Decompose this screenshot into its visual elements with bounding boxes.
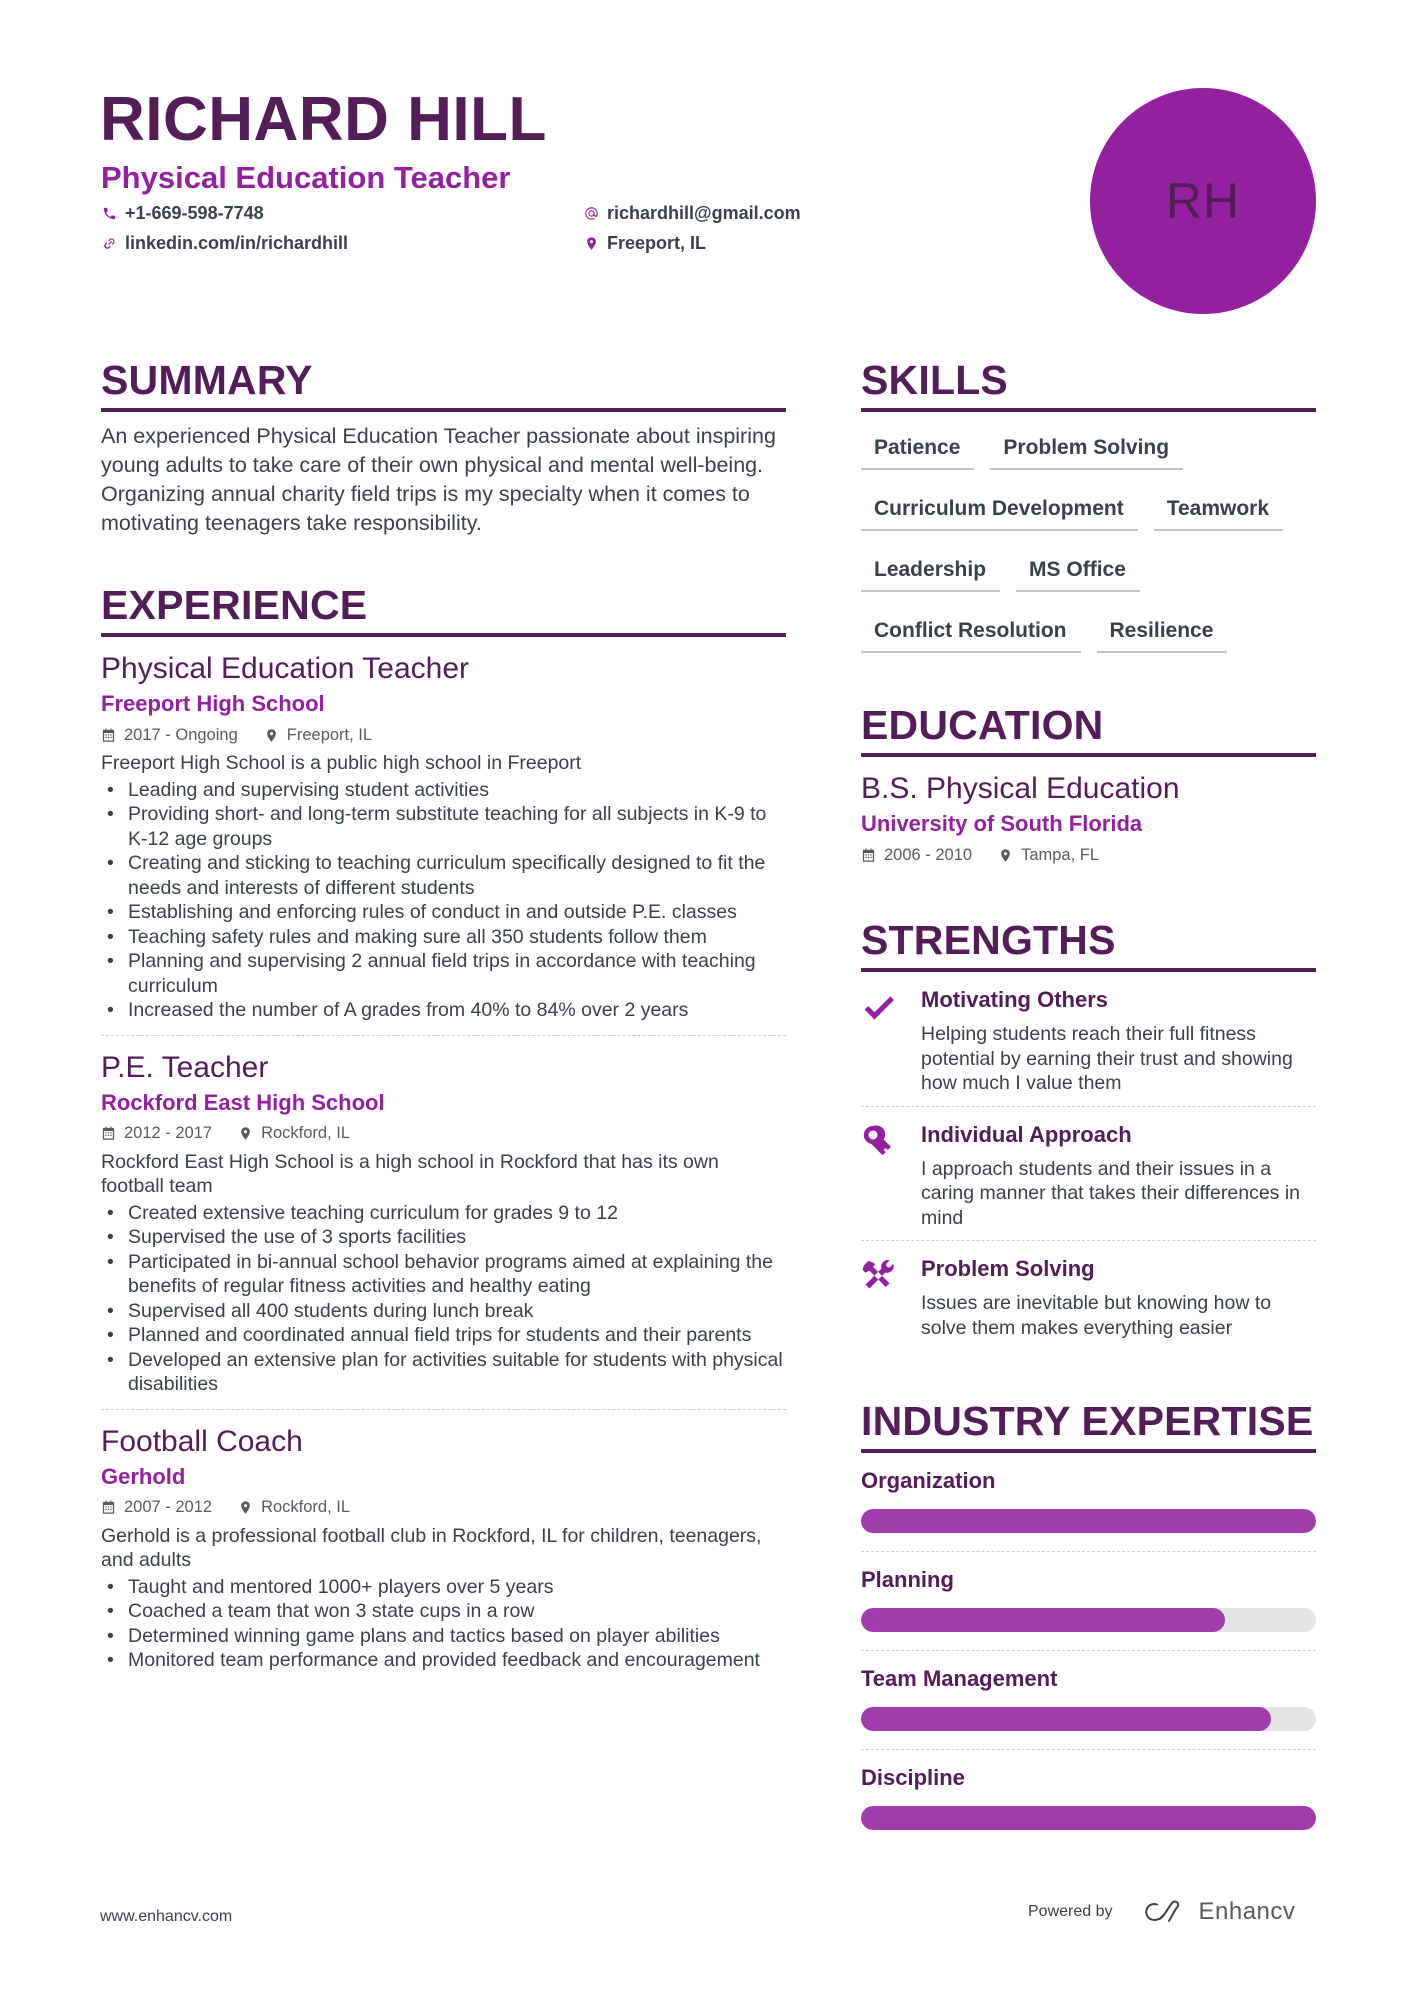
strength-description: Helping students reach their full fitness potential by earning their trust and showing how much I value them — [921, 1023, 1293, 1094]
job-role: P.E. Teacher — [101, 1050, 269, 1084]
bullet-item: • Establishing and enforcing rules of conduct in and outside P.E. classes — [101, 900, 786, 925]
skill-tag: Teamwork — [1154, 487, 1283, 531]
experience-item — [101, 1036, 786, 1410]
expertise-label: Team Management — [861, 1666, 1058, 1691]
section-heading: SKILLS — [861, 355, 1316, 412]
section-heading: EDUCATION — [861, 700, 1316, 757]
calendar-icon — [101, 728, 116, 743]
experience-item — [101, 637, 786, 1036]
strength-description: I approach students and their issues in a caring manner that takes their differences in mind — [921, 1157, 1301, 1229]
bullet-item: • Increased the number of A grades from 40% to 84% over 2 years — [101, 998, 786, 1023]
job-description: Rockford East High School is a high school in Rockford that has its own football team — [101, 1150, 719, 1197]
job-meta — [101, 1122, 786, 1146]
footer-website-link[interactable]: www.enhancv.com — [100, 1908, 233, 1925]
job-dates: 2017 - Ongoing — [124, 725, 238, 744]
expertise-bar — [861, 1707, 1316, 1731]
bullet-item: • Teaching safety rules and making sure all 350 students follow them — [101, 925, 786, 950]
location-icon — [583, 235, 599, 251]
bullet-item: • Developed an extensive plan for activities suitable for students with physical disabilities — [101, 1348, 786, 1397]
education-location: Tampa, FL — [1021, 845, 1100, 864]
bullet-item: • Determined winning game plans and tactics based on player abilities — [101, 1624, 786, 1649]
strength-item — [861, 1107, 1316, 1242]
avatar: RH — [1090, 88, 1316, 314]
bullet-item: • Leading and supervising student activities — [101, 778, 786, 803]
left-column — [101, 355, 786, 1685]
tools-icon — [861, 1255, 921, 1340]
job-company: Rockford East High School — [101, 1089, 385, 1115]
strengths-section — [861, 915, 1316, 1350]
key-icon — [861, 1121, 921, 1231]
contact-location: Freeport, IL — [583, 230, 861, 256]
job-bullets — [101, 1201, 786, 1397]
calendar-icon — [101, 1500, 116, 1515]
job-role: Physical Education Teacher — [101, 652, 469, 685]
skill-tag: Leadership — [861, 548, 1000, 592]
contact-email[interactable]: richardhill@gmail.com — [583, 200, 861, 226]
job-bullets — [101, 1575, 786, 1673]
powered-by-label: Powered by — [1028, 1903, 1113, 1920]
education-degree: B.S. Physical Education — [861, 772, 1180, 805]
bullet-item: • Taught and mentored 1000+ players over 5 years — [101, 1575, 786, 1600]
expertise-bar — [861, 1806, 1316, 1830]
job-role: Football Coach — [101, 1424, 303, 1458]
education-dates: 2006 - 2010 — [884, 845, 973, 864]
bullet-item: • Providing short- and long-term substitute teaching for all subjects in K-9 to K-12 age groups — [101, 802, 786, 851]
job-location: Freeport, IL — [286, 725, 373, 744]
skill-tag: Curriculum Development — [861, 487, 1138, 531]
skills-list — [861, 426, 1316, 670]
bullet-item: • Supervised all 400 students during lunch break — [101, 1299, 786, 1324]
bullet-item: • Created extensive teaching curriculum for grades 9 to 12 — [101, 1201, 786, 1226]
bullet-item: • Participated in bi-annual school behavior programs aimed at explaining the benefits of regular fitness activities and healthy eating — [101, 1250, 786, 1299]
bullet-item: • Planned and coordinated annual field trips for students and their parents — [101, 1323, 786, 1348]
candidate-title: Physical Education Teacher — [101, 160, 511, 195]
job-description: Gerhold is a professional football club in Rockford, IL for children, teenagers, and adults — [101, 1524, 762, 1571]
contact-list — [101, 200, 861, 256]
job-meta — [101, 723, 786, 747]
strength-title: Individual Approach — [921, 1121, 1132, 1147]
expertise-label: Organization — [861, 1468, 996, 1493]
expertise-bar-fill — [861, 1806, 1316, 1830]
job-meta — [101, 1496, 786, 1520]
enhancv-logo-icon — [1141, 1899, 1187, 1925]
education-section — [861, 700, 1316, 867]
skill-tag: Resilience — [1097, 609, 1228, 653]
expertise-bar-fill — [861, 1608, 1225, 1632]
experience-section — [101, 580, 786, 1685]
expertise-item — [861, 1651, 1316, 1750]
education-school: University of South Florida — [861, 811, 1143, 836]
brand-logo — [1141, 1898, 1296, 1926]
skill-tag: Patience — [861, 426, 974, 470]
phone-icon — [101, 205, 117, 221]
skill-tag: Conflict Resolution — [861, 609, 1081, 653]
at-icon — [583, 205, 599, 221]
skill-tag: MS Office — [1016, 548, 1140, 592]
bullet-item: • Supervised the use of 3 sports facilities — [101, 1225, 786, 1250]
summary-section — [101, 355, 786, 538]
expertise-item — [861, 1453, 1316, 1552]
section-heading: INDUSTRY EXPERTISE — [861, 1396, 1316, 1453]
job-company: Gerhold — [101, 1463, 186, 1489]
location-icon — [238, 1500, 253, 1515]
location-icon — [998, 848, 1013, 863]
skill-tag: Problem Solving — [990, 426, 1183, 470]
job-location: Rockford, IL — [261, 1124, 351, 1142]
expertise-bar-fill — [861, 1509, 1316, 1533]
link-icon — [101, 235, 117, 251]
job-location: Rockford, IL — [261, 1498, 351, 1516]
strength-title: Motivating Others — [921, 987, 1109, 1012]
right-column — [861, 355, 1316, 1848]
location-icon — [238, 1126, 253, 1141]
strength-title: Problem Solving — [921, 1256, 1095, 1281]
summary-text: An experienced Physical Education Teacher passionate about inspiring young adults to take care of their own physical and mental well-being. Organizing annual charity field trips is my specialty when it comes to motivating teenagers take responsibility. — [101, 424, 776, 535]
expertise-item — [861, 1750, 1316, 1848]
expertise-label: Planning — [861, 1567, 954, 1592]
industry-expertise-section — [861, 1396, 1316, 1848]
job-dates: 2012 - 2017 — [124, 1124, 213, 1142]
strength-item — [861, 1241, 1316, 1350]
footer-powered-by[interactable] — [1028, 1898, 1295, 1926]
expertise-bar — [861, 1608, 1316, 1632]
job-dates: 2007 - 2012 — [124, 1498, 213, 1516]
strength-item — [861, 972, 1316, 1107]
calendar-icon — [861, 848, 876, 863]
expertise-bar — [861, 1509, 1316, 1533]
strength-description: Issues are inevitable but knowing how to solve them makes everything easier — [921, 1292, 1272, 1339]
expertise-bar-fill — [861, 1707, 1271, 1731]
experience-item — [101, 1410, 786, 1685]
bullet-item: • Monitored team performance and provided feedback and encouragement — [101, 1648, 786, 1673]
section-heading: STRENGTHS — [861, 915, 1316, 972]
section-heading: SUMMARY — [101, 355, 786, 412]
job-description: Freeport High School is a public high school in Freeport — [101, 752, 582, 774]
section-heading: EXPERIENCE — [101, 580, 786, 637]
calendar-icon — [101, 1126, 116, 1141]
bullet-item: • Planning and supervising 2 annual field trips in accordance with teaching curriculum — [101, 949, 786, 998]
contact-phone[interactable]: +1-669-598-7748 — [101, 200, 583, 226]
bullet-item: • Coached a team that won 3 state cups in a row — [101, 1599, 786, 1624]
location-icon — [264, 728, 279, 743]
job-company: Freeport High School — [101, 691, 325, 716]
brand-name: Enhancv — [1198, 1898, 1296, 1925]
skills-section — [861, 355, 1316, 670]
education-meta — [861, 843, 1316, 867]
candidate-name: RICHARD HILL — [100, 85, 547, 154]
checkmark-icon — [861, 986, 921, 1096]
job-bullets — [101, 778, 786, 1023]
expertise-item — [861, 1552, 1316, 1651]
expertise-label: Discipline — [861, 1765, 965, 1790]
contact-linkedin[interactable]: linkedin.com/in/richardhill — [101, 230, 583, 256]
bullet-item: • Creating and sticking to teaching curriculum specifically designed to fit the needs and interests of different students — [101, 851, 786, 900]
